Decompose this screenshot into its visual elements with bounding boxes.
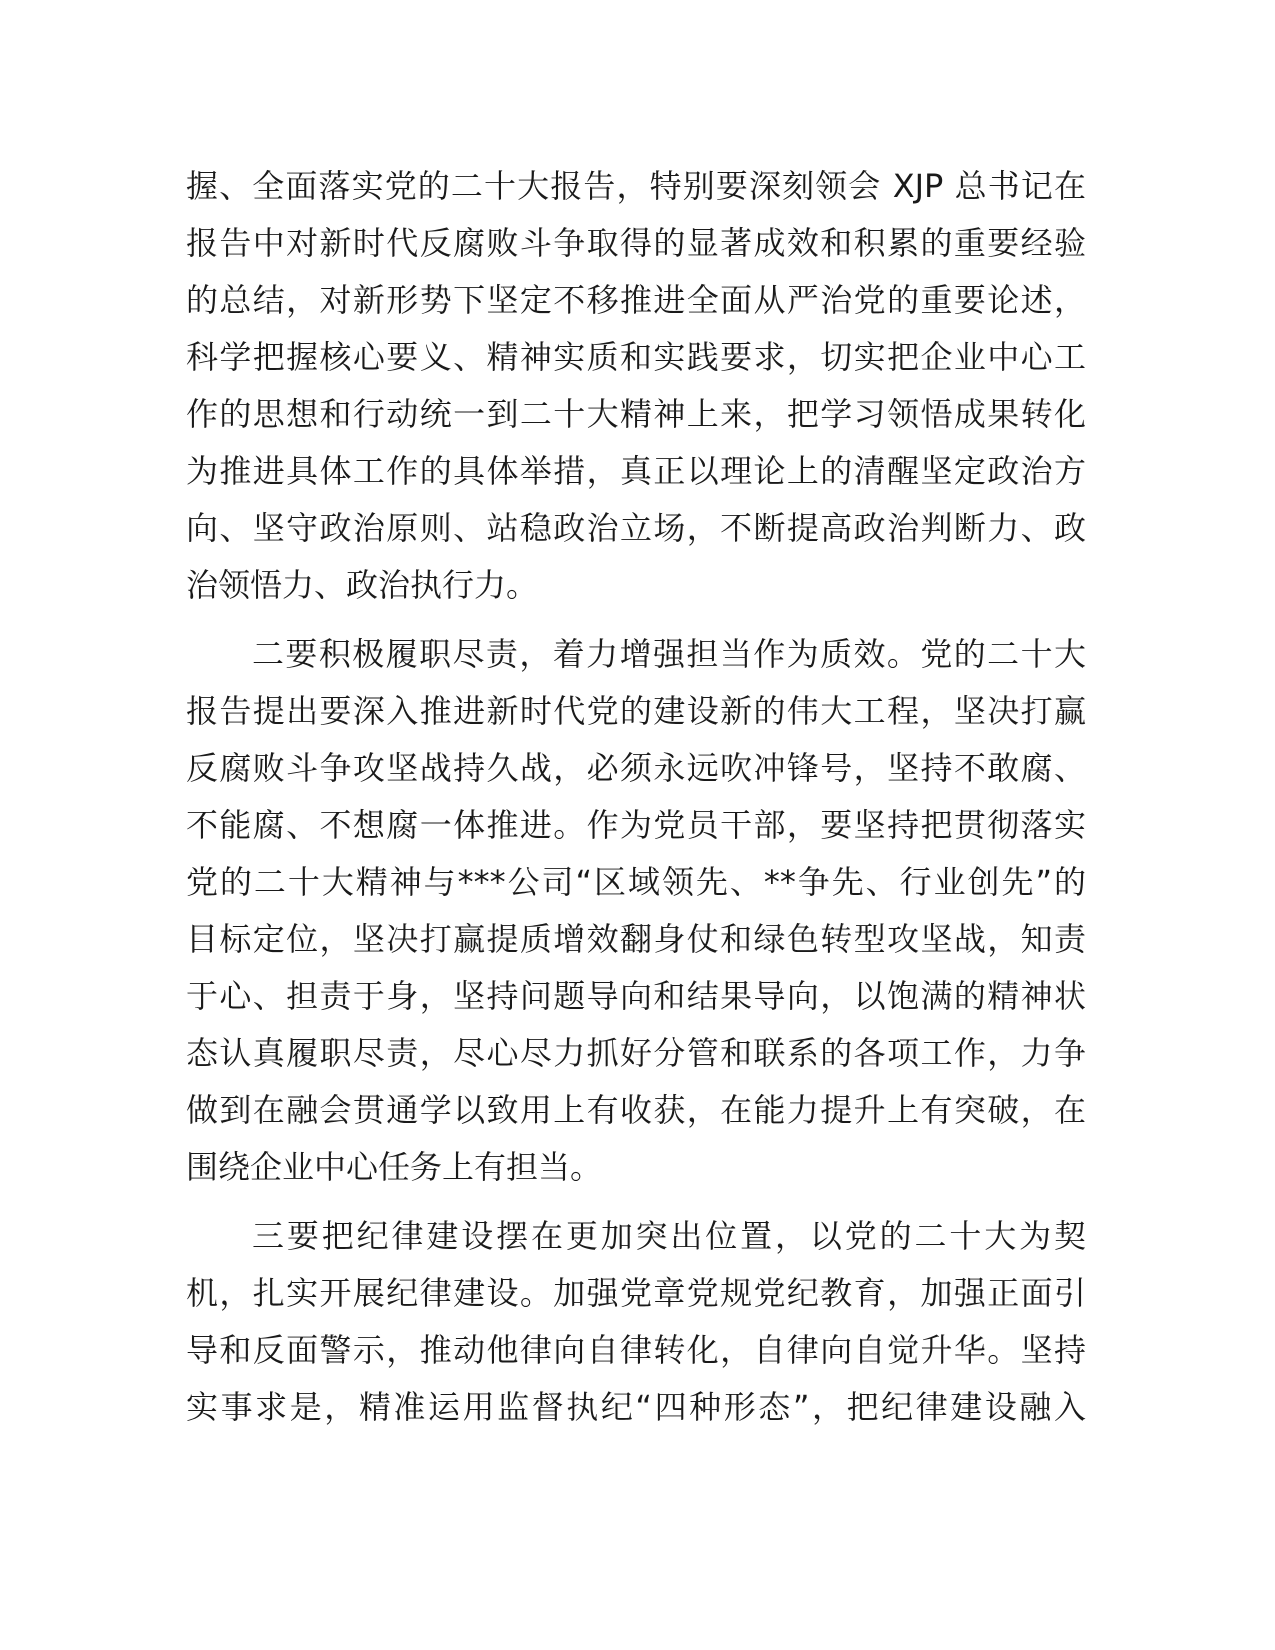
paragraph-line: 向、坚守政治原则、站稳政治立场，不断提高政治判断力、政 (186, 509, 1086, 547)
document-body (186, 158, 1086, 1436)
paragraph-1 (186, 158, 1086, 614)
paragraph-line: 二要积极履职尽责，着力增强担当作为质效。党的二十大 (252, 635, 1086, 673)
paragraph-line: 的总结，对新形势下坚定不移推进全面从严治党的重要论述， (186, 281, 1086, 319)
paragraph-line: 实事求是，精准运用监督执纪“四种形态”，把纪律建设融入 (186, 1388, 1086, 1426)
paragraph-line: 不能腐、不想腐一体推进。作为党员干部，要坚持把贯彻落实 (186, 806, 1086, 844)
paragraph-line: 治领悟力、政治执行力。 (186, 566, 539, 604)
paragraph-line: 目标定位，坚决打赢提质增效翻身仗和绿色转型攻坚战，知责 (186, 920, 1086, 958)
paragraph-line: 反腐败斗争攻坚战持久战，必须永远吹冲锋号，坚持不敢腐、 (186, 749, 1086, 787)
paragraph-2 (186, 626, 1086, 1196)
paragraph-line: 机，扎实开展纪律建设。加强党章党规党纪教育，加强正面引 (186, 1274, 1086, 1312)
paragraph-line: 握、全面落实党的二十大报告，特别要深刻领会 XJP 总书记在 (186, 167, 1086, 205)
paragraph-line: 为推进具体工作的具体举措，真正以理论上的清醒坚定政治方 (186, 452, 1086, 490)
paragraph-spacer (186, 614, 1086, 626)
paragraph-spacer (186, 1196, 1086, 1208)
paragraph-line: 围绕企业中心任务上有担当。 (186, 1148, 603, 1186)
paragraph-line: 作的思想和行动统一到二十大精神上来，把学习领悟成果转化 (186, 395, 1086, 433)
paragraph-line: 报告中对新时代反腐败斗争取得的显著成效和积累的重要经验 (186, 224, 1086, 262)
paragraph-line: 态认真履职尽责，尽心尽力抓好分管和联系的各项工作，力争 (186, 1034, 1086, 1072)
paragraph-line: 于心、担责于身，坚持问题导向和结果导向，以饱满的精神状 (186, 977, 1086, 1015)
paragraph-line: 导和反面警示，推动他律向自律转化，自律向自觉升华。坚持 (186, 1331, 1086, 1369)
paragraph-line: 报告提出要深入推进新时代党的建设新的伟大工程，坚决打赢 (186, 692, 1086, 730)
paragraph-line: 科学把握核心要义、精神实质和实践要求，切实把企业中心工 (186, 338, 1086, 376)
paragraph-line: 做到在融会贯通学以致用上有收获，在能力提升上有突破，在 (186, 1091, 1086, 1129)
paragraph-3 (186, 1208, 1086, 1436)
paragraph-line: 党的二十大精神与***公司“区域领先、**争先、行业创先”的 (186, 863, 1086, 901)
paragraph-line: 三要把纪律建设摆在更加突出位置，以党的二十大为契 (252, 1217, 1086, 1255)
